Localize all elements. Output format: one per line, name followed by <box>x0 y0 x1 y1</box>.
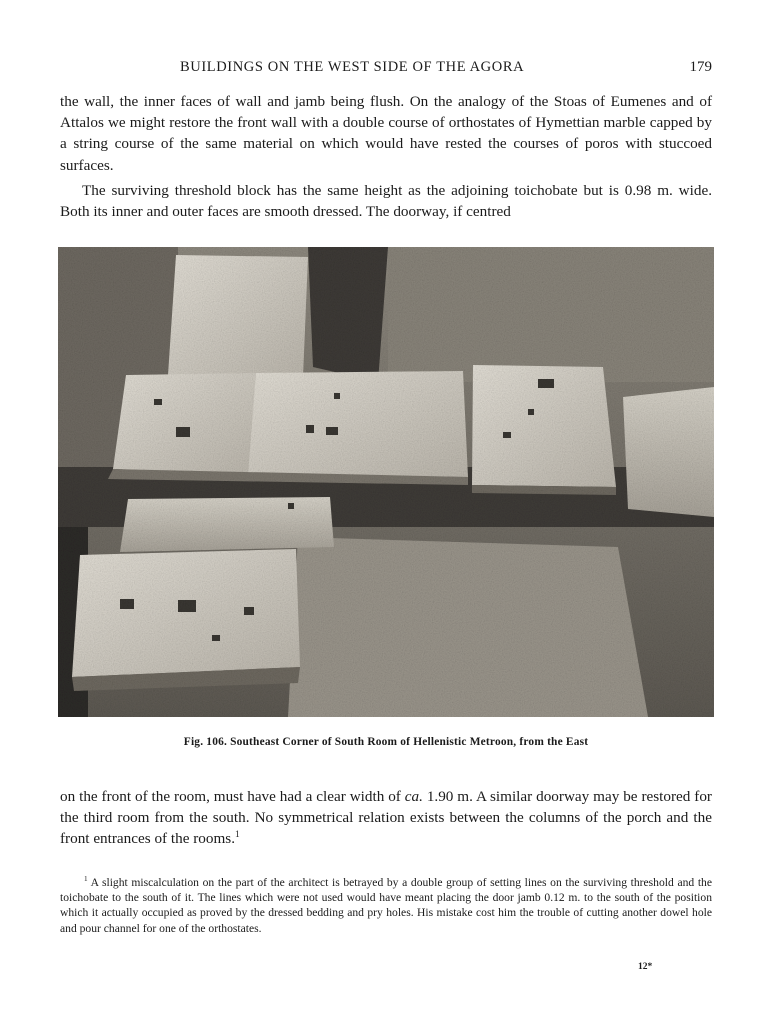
footnote-text: A slight miscalculation on the part of the architect is betrayed by a double group of setting lines on the surviving threshold and the toichobate to the south of it. The lines which were not used would have meant placing the door jamb 0.12 m. to the south of the position which it actually occupied as proved by the dressed bedding and pry holes. His mistake cost him the trouble of cutting another dowel hole and pour channel for one of the orthostates. <box>60 876 712 935</box>
paragraph-1: the wall, the inner faces of wall and jamb being flush. On the analogy of the Stoas of Eumenes and of Attalos we might restore the front wall with a double course of orthostates of Hymettian marble capped by a string course of the same material on which would have rested the courses of poros with stuccoed surfaces. <box>60 93 712 174</box>
paragraph-3 <box>60 786 712 850</box>
excavation-photo <box>58 247 714 717</box>
page-header <box>60 56 712 78</box>
footnote-reference: 1 <box>235 830 240 841</box>
paragraph-2: The surviving threshold block has the same height as the adjoining toichobate but is 0.98 m. wide. Both its inner and outer faces are smooth dressed. The doorway, if centred <box>60 182 712 221</box>
figure-caption: Fig. 106. Southeast Corner of South Room of Hellenistic Metroon, from the East <box>183 736 589 748</box>
footnote-marker: 1 <box>84 875 88 884</box>
paragraph-3-part-1: on the front of the room, must have had a clear width of <box>60 788 405 805</box>
signature-mark: 12* <box>638 962 653 972</box>
running-title: BUILDINGS ON THE WEST SIDE OF THE AGORA <box>180 59 525 75</box>
page-number: 179 <box>689 59 712 75</box>
paragraph-3-part-2: 1.90 m. A similar doorway may be restored for the third room from the south. No symmetrical relation exists between the columns of the porch and the front entrances of the rooms. <box>60 788 712 848</box>
figure-photograph <box>58 247 714 717</box>
paragraph-3-emphasis: ca. <box>404 788 423 805</box>
footnote <box>60 875 712 936</box>
